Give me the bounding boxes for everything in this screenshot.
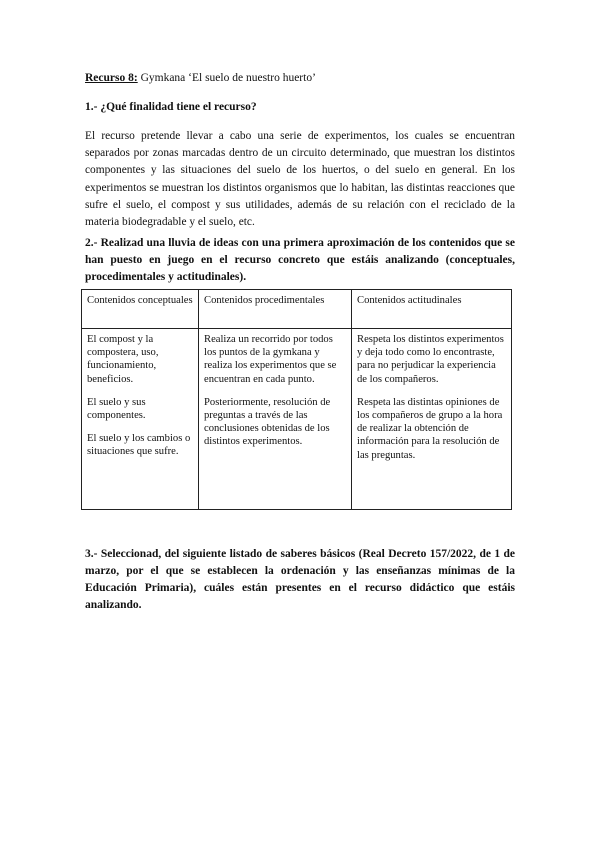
attitudinal-item: Respeta las distintas opiniones de los compañeros de grupo a la hora de realizar la obtención de información para la resolución de las preguntas.	[357, 396, 503, 461]
procedural-item: Posteriormente, resolución de preguntas a través de las conclusiones obtenidas de los distintos experimentos.	[204, 396, 331, 448]
question-1-heading: 1.- ¿Qué finalidad tiene el recurso?	[85, 101, 257, 113]
header-conceptuales: Contenidos conceptuales	[82, 290, 199, 329]
question-1-answer: El recurso pretende llevar a cabo una serie de experimentos, los cuales se encuentran separados por zonas marcadas dentro de un circuito determinado, que muestran los distintos componentes y las situaciones del suelo de los huertos, o del suelo en general. En los experimentos se muestran los distintos organismos que lo habitan, las distintas reacciones que sufre el suelo, el compost y sus utilidades, además de su relación con el reciclado de la materia biodegradable y el suelo, etc.	[85, 130, 515, 229]
question-2-heading: 2.- Realizad una lluvia de ideas con una primera aproximación de los contenidos que se han puesto en juego en el recurso concreto que estáis analizando (conceptuales, procedimentales y actitudinales).	[85, 237, 515, 283]
header-actitudinales: Contenidos actitudinales	[352, 290, 512, 329]
resource-title-line	[85, 71, 316, 85]
conceptual-item: El suelo y los cambios o situaciones que sufre.	[87, 433, 191, 458]
cell-procedimentales	[199, 329, 352, 510]
contents-table	[81, 289, 512, 510]
cell-conceptuales	[82, 329, 199, 510]
resource-title: Gymkana ‘El suelo de nuestro huerto’	[137, 72, 316, 84]
procedural-item: Realiza un recorrido por todos los puntos de la gymkana y realiza los experimentos que se encuentran en cada punto.	[204, 334, 337, 385]
attitudinal-item: Respeta los distintos experimentos y deja todo como lo encontraste, para no perjudicar la experiencia de los compañeros.	[357, 334, 504, 385]
table-row	[82, 329, 512, 510]
header-procedimentales: Contenidos procedimentales	[199, 290, 352, 329]
question-3-heading: 3.- Seleccionad, del siguiente listado de saberes básicos (Real Decreto 157/2022, de 1 de marzo, por el que se establecen la ordenación y las enseñanzas mínimas de la Educación Primaria), cuáles están presentes en el recurso didáctico que estáis analizando.	[85, 548, 515, 611]
conceptual-item: El suelo y sus componentes.	[87, 396, 146, 422]
resource-label: Recurso 8:	[85, 72, 138, 84]
cell-actitudinales	[352, 329, 512, 510]
conceptual-item: El compost y la compostera, uso, funcionamiento, beneficios.	[87, 334, 159, 385]
table-header-row	[82, 290, 512, 329]
